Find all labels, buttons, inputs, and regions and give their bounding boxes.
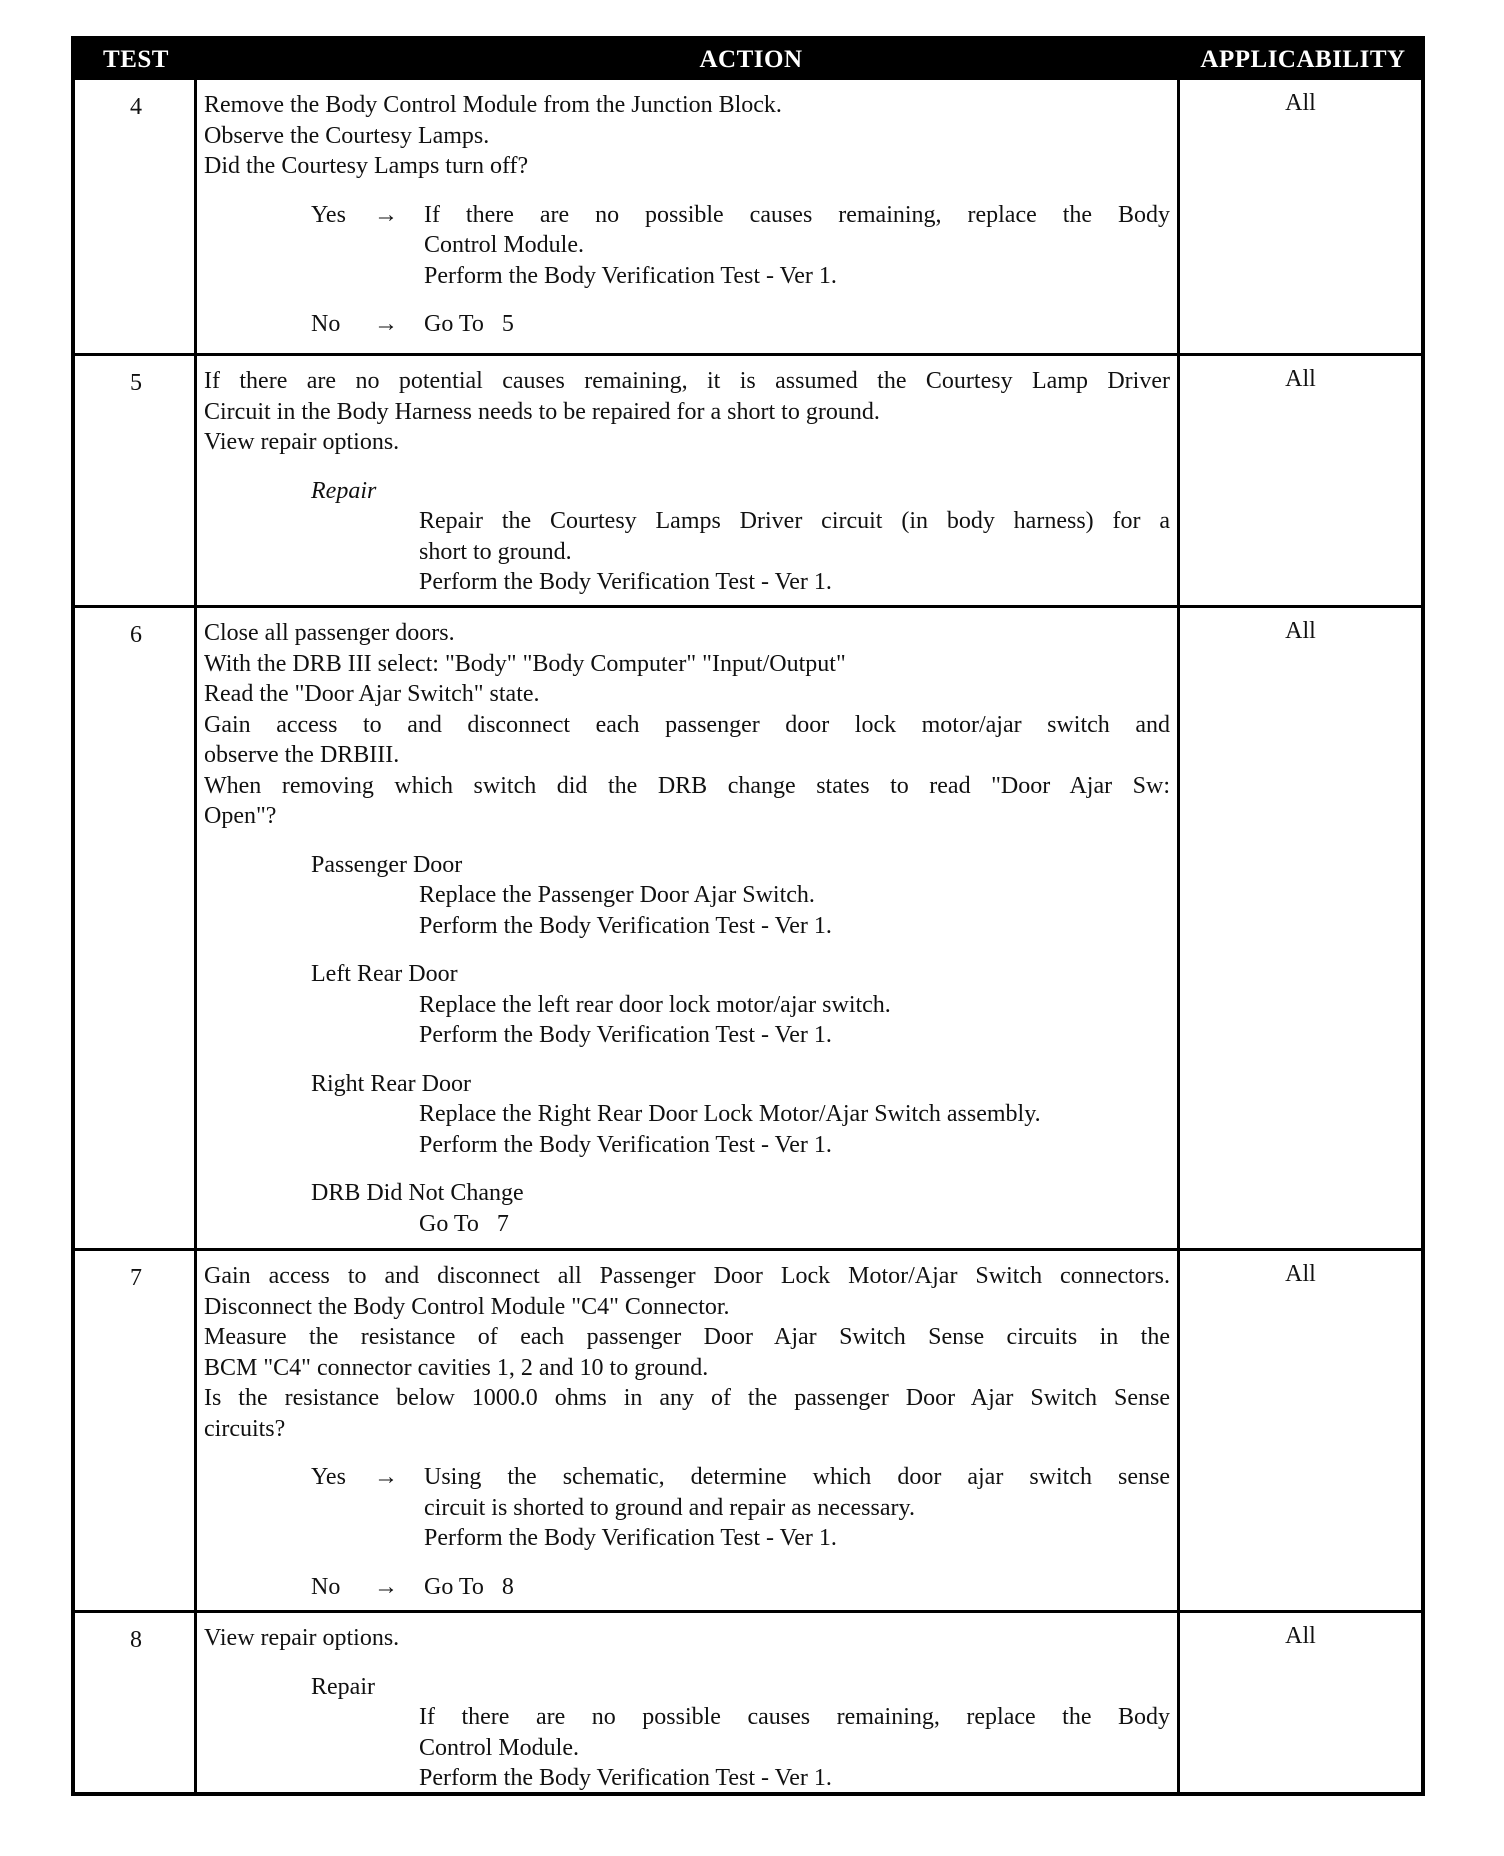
outcome-text: circuit is shorted to ground and repair as necessary. <box>424 1494 915 1521</box>
action-line: Remove the Body Control Module from the Junction Block. <box>204 92 782 118</box>
action-cell <box>204 1261 1170 1602</box>
outcome-label: No <box>311 1573 341 1600</box>
repair-text: short to ground. <box>419 538 572 565</box>
action-cell <box>204 618 1170 1239</box>
action-line: Close all passenger doors. <box>204 620 455 646</box>
table-row <box>75 80 1421 356</box>
option-drb-did-not-change <box>204 1178 1170 1239</box>
outcome-text: Perform the Body Verification Test - Ver 1. <box>424 262 837 289</box>
option-text: Perform the Body Verification Test - Ver 1. <box>419 1131 832 1158</box>
outcome-text: Perform the Body Verification Test - Ver 1. <box>424 1525 837 1551</box>
option-passenger-door <box>204 850 1170 942</box>
option-text: Perform the Body Verification Test - Ver 1. <box>419 912 832 939</box>
action-line: BCM "C4" connector cavities 1, 2 and 10 to ground. <box>204 1354 709 1381</box>
action-line: Circuit in the Body Harness needs to be repaired for a short to ground. <box>204 398 880 425</box>
outcome-text: Go To 8 <box>424 1573 514 1600</box>
option-text: Go To 7 <box>419 1210 509 1237</box>
option-label: DRB Did Not Change <box>311 1180 524 1206</box>
repair-text: If there are no possible causes remaining, replace the Body <box>419 1704 1170 1730</box>
table-row <box>75 1613 1421 1796</box>
outcome-yes <box>204 1462 1170 1554</box>
outcome-text: If there are no possible causes remaining, replace the Body <box>424 201 1170 228</box>
repair-label: Repair <box>311 1673 375 1700</box>
applicability-value: All <box>1285 366 1316 392</box>
option-left-rear-door <box>204 959 1170 1051</box>
action-line: Read the "Door Ajar Switch" state. <box>204 681 540 707</box>
outcome-label: No <box>311 311 341 337</box>
repair-option <box>204 476 1170 598</box>
action-line: View repair options. <box>204 429 400 455</box>
applicability-value: All <box>1285 618 1316 644</box>
applicability-value: All <box>1285 90 1316 116</box>
action-line: Open"? <box>204 803 277 829</box>
header-action: ACTION <box>699 46 803 73</box>
table-row <box>75 356 1421 608</box>
action-cell <box>204 366 1170 598</box>
action-line: Disconnect the Body Control Module "C4" Connector. <box>204 1293 730 1320</box>
action-line: Did the Courtesy Lamps turn off? <box>204 153 529 179</box>
action-line: When removing which switch did the DRB change states to read "Door Ajar Sw: <box>204 772 1170 799</box>
test-number: 5 <box>130 370 142 396</box>
option-text: Perform the Body Verification Test - Ver 1. <box>419 1022 832 1048</box>
outcome-no <box>204 309 1170 340</box>
action-line: observe the DRBIII. <box>204 742 400 768</box>
header-applicability: APPLICABILITY <box>1200 46 1406 73</box>
outcome-yes <box>204 200 1170 292</box>
test-number: 6 <box>130 622 142 648</box>
action-line: Observe the Courtesy Lamps. <box>204 122 490 149</box>
action-line: Measure the resistance of each passenger Door Ajar Switch Sense circuits in the <box>204 1324 1170 1350</box>
arrow-icon: → <box>374 1464 398 1490</box>
table-header <box>75 40 1421 80</box>
action-line: With the DRB III select: "Body" "Body Computer" "Input/Output" <box>204 650 846 677</box>
repair-label: Repair <box>311 477 377 504</box>
action-line: View repair options. <box>204 1625 400 1651</box>
test-number: 4 <box>130 94 142 120</box>
applicability-value: All <box>1285 1261 1316 1287</box>
option-label: Right Rear Door <box>311 1070 471 1097</box>
arrow-icon: → <box>374 311 398 337</box>
action-line: Is the resistance below 1000.0 ohms in any of the passenger Door Ajar Switch Sense <box>204 1385 1170 1411</box>
arrow-icon: → <box>374 201 398 228</box>
option-text: Replace the left rear door lock motor/ajar switch. <box>419 991 891 1018</box>
action-line: circuits? <box>204 1415 286 1442</box>
table-row <box>75 1251 1421 1613</box>
test-number: 8 <box>130 1627 142 1653</box>
action-line: If there are no potential causes remaining, it is assumed the Courtesy Lamp Driver <box>204 368 1170 394</box>
repair-option <box>204 1672 1170 1794</box>
action-line: Gain access to and disconnect all Passenger Door Lock Motor/Ajar Switch connectors. <box>204 1263 1170 1289</box>
action-cell <box>204 1623 1170 1794</box>
applicability-value: All <box>1285 1623 1316 1649</box>
option-text: Replace the Right Rear Door Lock Motor/Ajar Switch assembly. <box>419 1101 1041 1127</box>
action-line: Gain access to and disconnect each passenger door lock motor/ajar switch and <box>204 711 1170 738</box>
table-row <box>75 608 1421 1251</box>
option-label: Left Rear Door <box>311 961 458 987</box>
action-cell <box>204 90 1170 340</box>
outcome-label: Yes <box>311 201 346 228</box>
test-number: 7 <box>130 1265 142 1291</box>
outcome-text: Control Module. <box>424 232 584 258</box>
repair-text: Perform the Body Verification Test - Ver 1. <box>419 1765 832 1791</box>
diagnostic-table <box>71 36 1425 1796</box>
arrow-icon: → <box>374 1573 398 1600</box>
option-label: Passenger Door <box>311 851 463 878</box>
option-text: Replace the Passenger Door Ajar Switch. <box>419 882 815 908</box>
repair-text: Perform the Body Verification Test - Ver 1. <box>419 569 832 595</box>
repair-text: Control Module. <box>419 1734 579 1761</box>
repair-text: Repair the Courtesy Lamps Driver circuit (in body harness) for a <box>419 508 1170 534</box>
header-test: TEST <box>103 46 169 73</box>
outcome-text: Go To 5 <box>424 311 514 337</box>
outcome-text: Using the schematic, determine which door ajar switch sense <box>424 1464 1170 1490</box>
outcome-no <box>204 1572 1170 1603</box>
outcome-label: Yes <box>311 1464 346 1490</box>
option-right-rear-door <box>204 1069 1170 1161</box>
